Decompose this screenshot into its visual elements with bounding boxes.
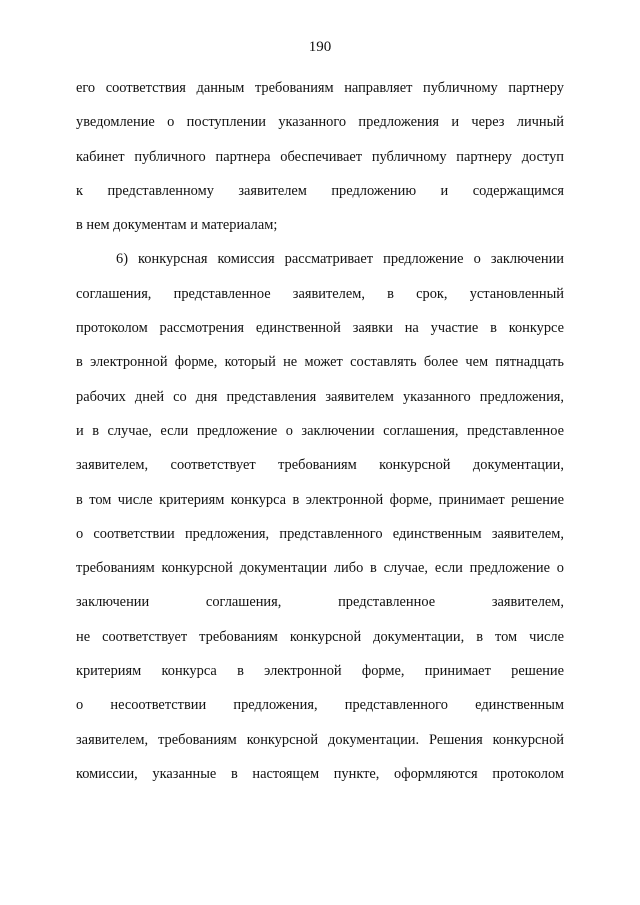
text-line: и в случае, если предложение о заключении соглашения, представленное — [76, 422, 564, 439]
text-line: протоколом рассмотрения единственной заявки на участие в конкурсе — [76, 320, 564, 337]
text-line: в том числе критериям конкурса в электронной форме, принимает решение — [76, 491, 564, 508]
text-line: заключении соглашения, представленное заявителем, — [76, 594, 564, 611]
text-line: комиссии, указанные в настоящем пункте, оформляются протоколом — [76, 765, 564, 782]
text-line: требованиям конкурсной документации либо в случае, если предложение о — [76, 560, 564, 577]
text-line: его соответствия данным требованиям направляет публичному партнеру — [76, 80, 564, 96]
text-line: 6) конкурсная комиссия рассматривает предложение о заключении — [116, 251, 564, 268]
text-line: в электронной форме, который не может составлять более чем пятнадцать — [76, 354, 564, 371]
document-body — [76, 79, 564, 799]
text-line: к представленному заявителем предложению и содержащимся — [76, 182, 564, 199]
text-line: уведомление о поступлении указанного предложения и через личный — [76, 114, 564, 131]
text-line: о соответствии предложения, представленного единственным заявителем, — [76, 525, 564, 542]
text-line: не соответствует требованиям конкурсной документации, в том числе — [76, 628, 564, 645]
text-line: критериям конкурса в электронной форме, принимает решение — [76, 663, 564, 680]
text-line: о несоответствии предложения, представленного единственным — [76, 697, 564, 714]
text-line: рабочих дней со дня представления заявителем указанного предложения, — [76, 388, 564, 405]
text-line: заявителем, требованиям конкурсной документации. Решения конкурсной — [76, 731, 564, 748]
text-line: соглашения, представленное заявителем, в срок, установленный — [76, 285, 564, 302]
text-line: в нем документам и материалам; — [76, 217, 278, 234]
text-line: заявителем, соответствует требованиям конкурсной документации, — [76, 457, 564, 474]
text-line: кабинет публичного партнера обеспечивает публичному партнеру доступ — [76, 148, 564, 165]
page-number: 190 — [308, 39, 332, 55]
